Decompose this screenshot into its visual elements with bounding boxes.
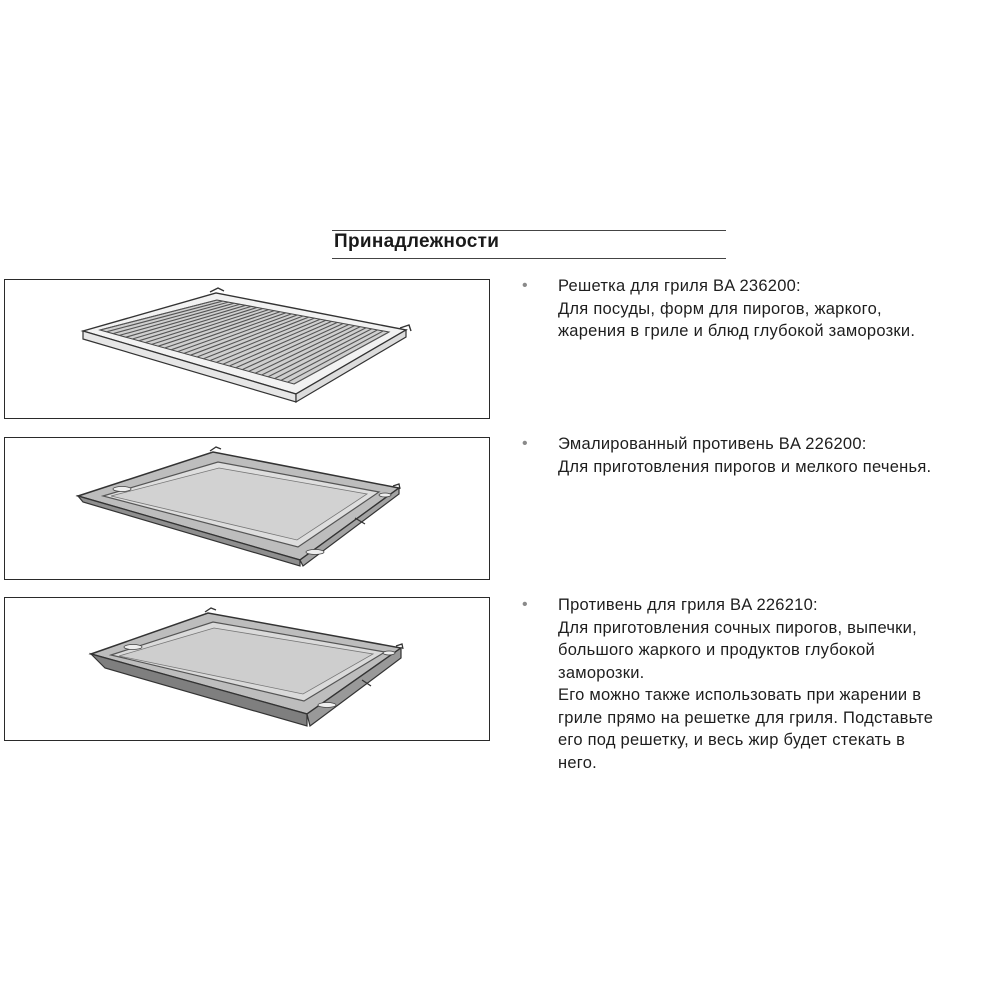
enamel-tray-illustration xyxy=(5,438,488,578)
header-bottom-rule xyxy=(332,258,726,259)
description-line: него. xyxy=(558,753,597,772)
description-line: его под решетку, и весь жир будет стекать в xyxy=(558,731,906,749)
grill-rack-figure xyxy=(4,279,490,419)
bullet-icon: • xyxy=(522,277,528,294)
grill-pan-description xyxy=(522,594,992,774)
grill-pan-name: Противень для гриля BA 226210: xyxy=(558,596,818,614)
enamel-tray-figure xyxy=(4,437,490,580)
grill-pan-illustration xyxy=(5,598,488,739)
bullet-icon: • xyxy=(522,435,528,452)
description-line: гриле прямо на решетке для гриля. Подставьте xyxy=(558,708,934,727)
grill-rack-illustration xyxy=(5,280,488,417)
description-line: Для приготовления пирогов и мелкого печенья. xyxy=(558,457,932,476)
enamel-tray-name: Эмалированный противень BA 226200: xyxy=(558,435,867,453)
description-line: Для посуды, форм для пирогов, жаркого, xyxy=(558,299,882,318)
description-line: жарения в гриле и блюд глубокой заморозки. xyxy=(558,322,916,340)
description-line: Его можно также использовать при жарении в xyxy=(558,686,922,704)
enamel-tray-description xyxy=(522,433,992,478)
bullet-icon: • xyxy=(522,596,528,613)
grill-rack-name: Решетка для гриля BA 236200: xyxy=(558,277,801,295)
description-line: Для приготовления сочных пирогов, выпечки, xyxy=(558,618,917,637)
grill-rack-description xyxy=(522,275,992,343)
grill-pan-figure xyxy=(4,597,490,741)
section-title: Принадлежности xyxy=(334,231,500,252)
description-line: заморозки. xyxy=(558,663,645,682)
description-line: большого жаркого и продуктов глубокой xyxy=(558,641,876,659)
